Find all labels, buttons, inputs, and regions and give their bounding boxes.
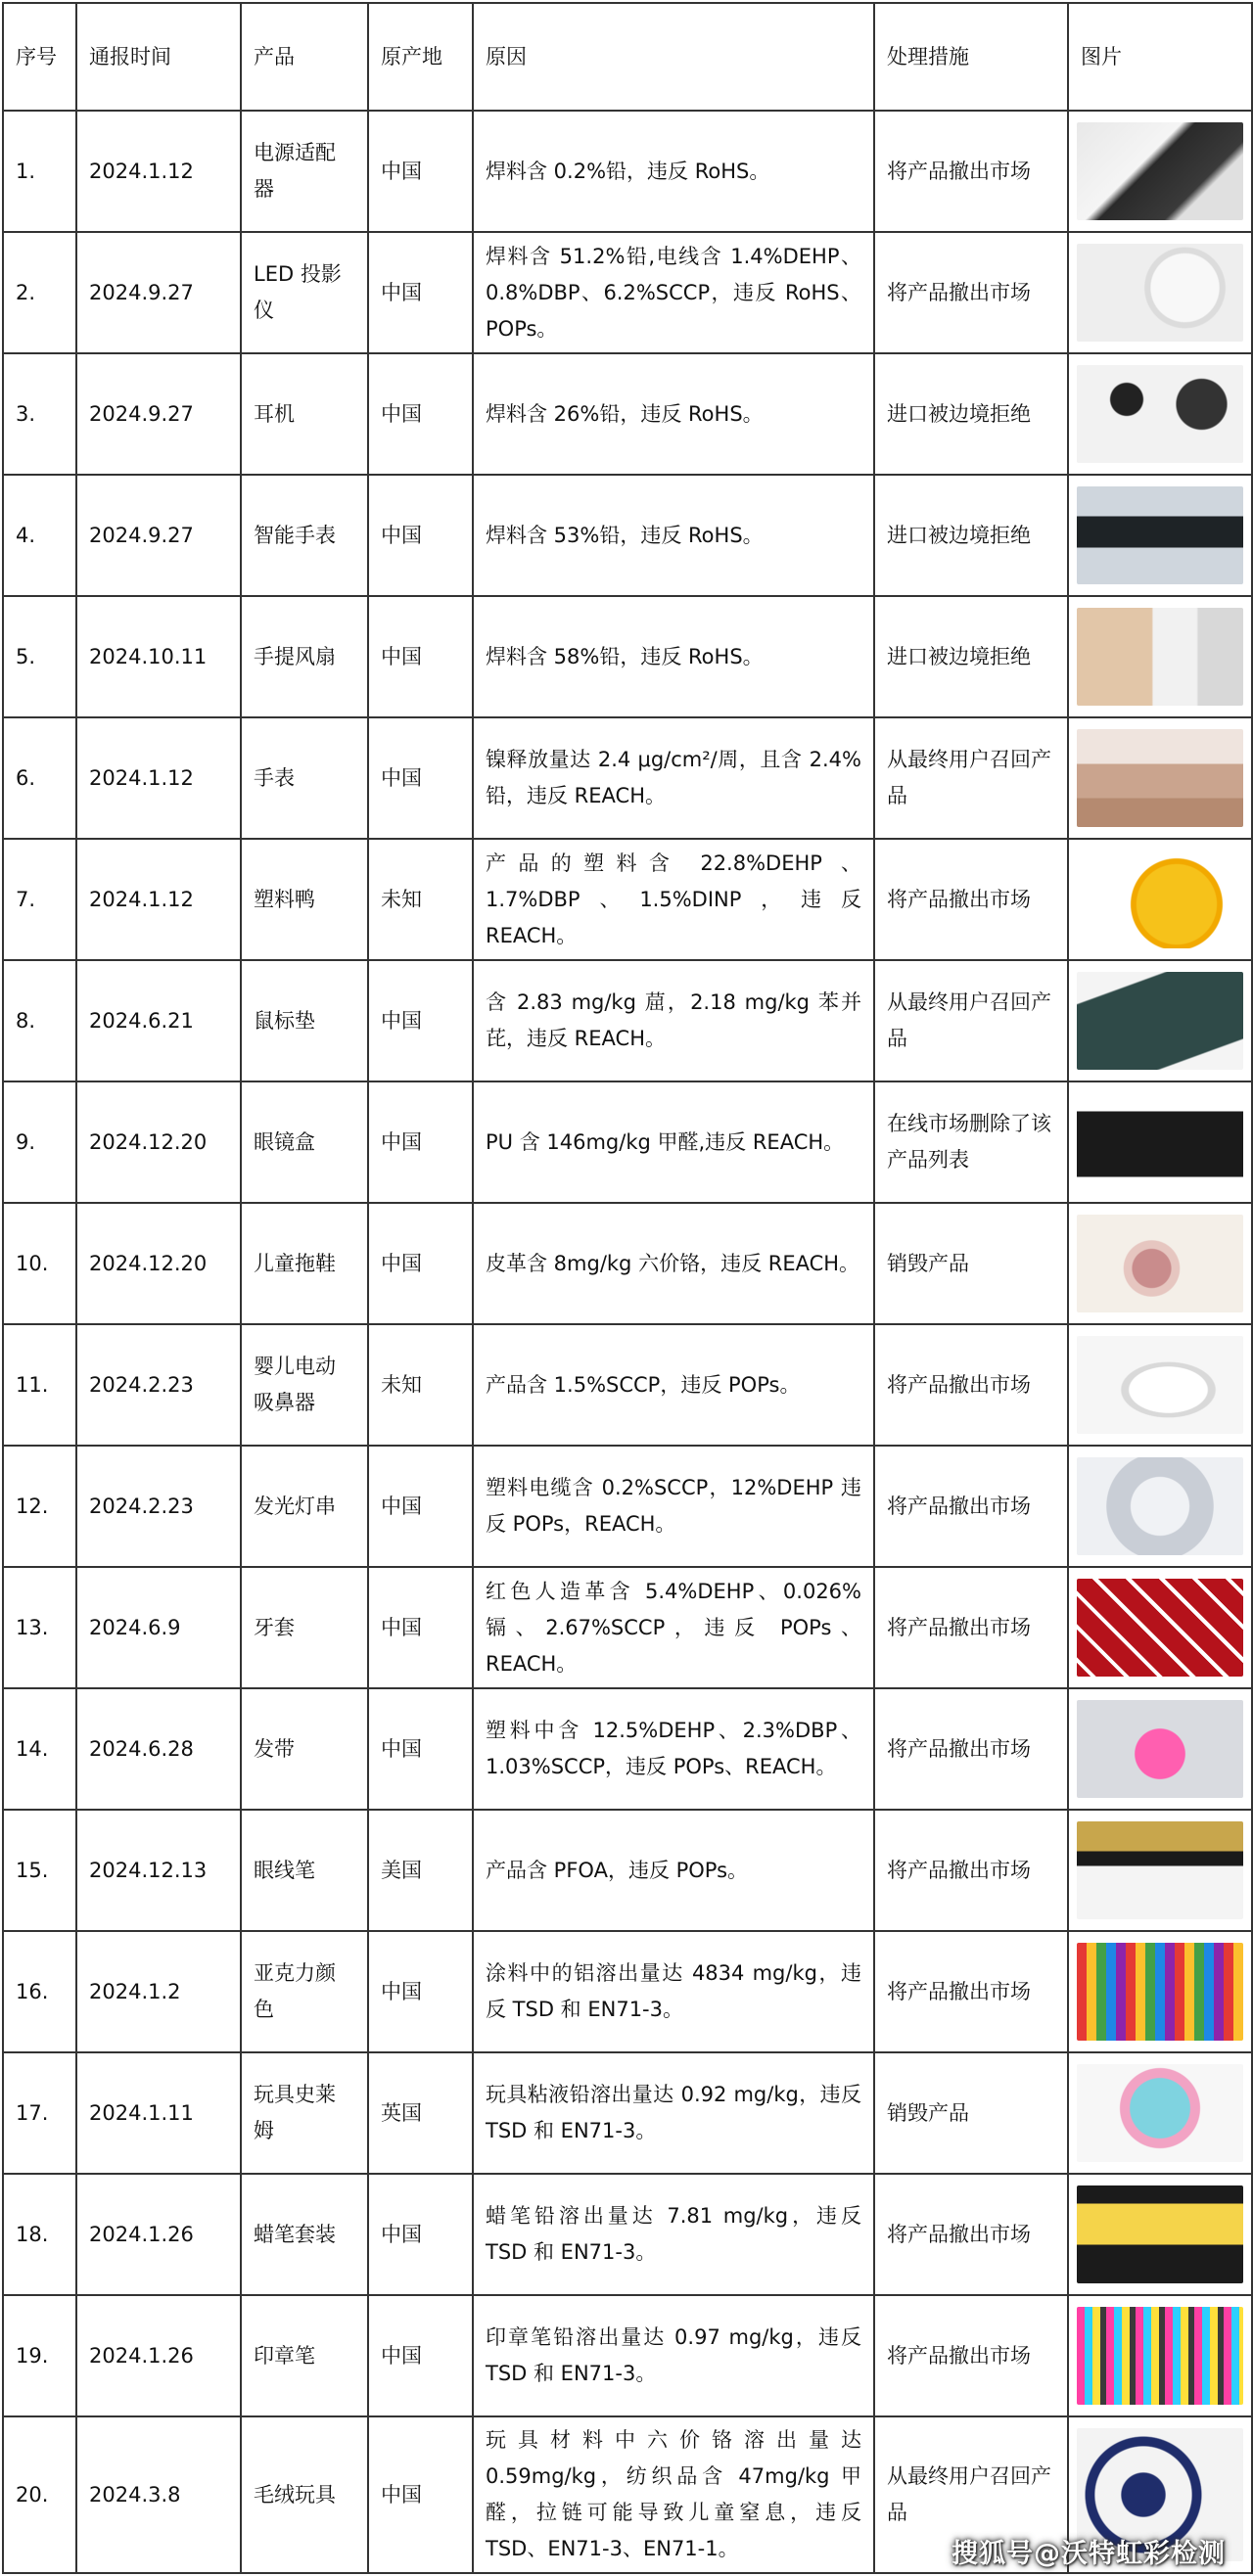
cell-reason: 焊料含 58%铅，违反 RoHS。	[473, 596, 874, 717]
cell-reason: 产品含 1.5%SCCP，违反 POPs。	[473, 1324, 874, 1446]
cell-origin: 中国	[368, 353, 473, 475]
table-row	[3, 596, 1252, 717]
cell-origin: 中国	[368, 2416, 473, 2573]
cell-reason: 皮革含 8mg/kg 六价铬，违反 REACH。	[473, 1203, 874, 1324]
table-row	[3, 2052, 1252, 2174]
cell-product: 牙套	[241, 1567, 368, 1688]
cell-origin: 中国	[368, 475, 473, 596]
cell-no: 10.	[3, 1203, 76, 1324]
cell-image	[1068, 2174, 1252, 2295]
cell-date: 2024.12.20	[76, 1081, 241, 1203]
cell-measure: 在线市场删除了该产品列表	[874, 1081, 1068, 1203]
cell-product: 毛绒玩具	[241, 2416, 368, 2573]
cell-measure: 将产品撤出市场	[874, 1567, 1068, 1688]
cell-origin: 中国	[368, 111, 473, 232]
cell-product: 印章笔	[241, 2295, 368, 2416]
cell-measure: 销毁产品	[874, 1203, 1068, 1324]
table-row	[3, 1324, 1252, 1446]
header-no: 序号	[3, 3, 76, 111]
cell-image	[1068, 596, 1252, 717]
cell-product: 婴儿电动吸鼻器	[241, 1324, 368, 1446]
cell-image	[1068, 1081, 1252, 1203]
cell-measure: 从最终用户召回产品	[874, 717, 1068, 839]
cell-image	[1068, 353, 1252, 475]
handheld-fan-photo	[1077, 608, 1243, 706]
cell-date: 2024.3.8	[76, 2416, 241, 2573]
cell-image	[1068, 1203, 1252, 1324]
watermark: 搜狐号@沃特虹彩检测	[951, 2539, 1226, 2569]
cell-origin: 未知	[368, 839, 473, 960]
toy-slime-photo	[1077, 2064, 1243, 2162]
cell-no: 1.	[3, 111, 76, 232]
cell-date: 2024.1.12	[76, 717, 241, 839]
cell-measure: 将产品撤出市场	[874, 1810, 1068, 1931]
cell-no: 11.	[3, 1324, 76, 1446]
cell-measure: 进口被边境拒绝	[874, 353, 1068, 475]
cell-measure: 进口被边境拒绝	[874, 596, 1068, 717]
cell-date: 2024.6.28	[76, 1688, 241, 1810]
cell-measure: 将产品撤出市场	[874, 1446, 1068, 1567]
cell-image	[1068, 2052, 1252, 2174]
eyeliner-photo	[1077, 1821, 1243, 1919]
cell-no: 14.	[3, 1688, 76, 1810]
cell-no: 13.	[3, 1567, 76, 1688]
cell-no: 16.	[3, 1931, 76, 2052]
mouse-pad-photo	[1077, 972, 1243, 1070]
cell-measure: 将产品撤出市场	[874, 1688, 1068, 1810]
cell-product: 塑料鸭	[241, 839, 368, 960]
table-row	[3, 111, 1252, 232]
cell-reason: 印章笔铅溶出量达 0.97 mg/kg，违反 TSD 和 EN71-3。	[473, 2295, 874, 2416]
header-reason: 原因	[473, 3, 874, 111]
cell-measure: 将产品撤出市场	[874, 2174, 1068, 2295]
crayon-set-photo	[1077, 2185, 1243, 2283]
cell-product: LED 投影仪	[241, 232, 368, 353]
teeth-guard-photo	[1077, 1579, 1243, 1677]
acrylic-paint-photo	[1077, 1943, 1243, 2041]
table-row	[3, 1567, 1252, 1688]
cell-image	[1068, 839, 1252, 960]
cell-measure: 将产品撤出市场	[874, 232, 1068, 353]
table-row	[3, 1810, 1252, 1931]
cell-no: 3.	[3, 353, 76, 475]
cell-reason: 涂料中的铝溶出量达 4834 mg/kg，违反 TSD 和 EN71-3。	[473, 1931, 874, 2052]
watch-photo	[1077, 729, 1243, 827]
cell-reason: 塑料中含 12.5%DEHP、2.3%DBP、1.03%SCCP，违反 POPs、REACH。	[473, 1688, 874, 1810]
table-row	[3, 839, 1252, 960]
cell-date: 2024.12.20	[76, 1203, 241, 1324]
cell-no: 5.	[3, 596, 76, 717]
cell-no: 8.	[3, 960, 76, 1081]
cell-no: 18.	[3, 2174, 76, 2295]
cell-date: 2024.9.27	[76, 232, 241, 353]
cell-image	[1068, 232, 1252, 353]
cell-image	[1068, 717, 1252, 839]
cell-image	[1068, 475, 1252, 596]
cell-origin: 中国	[368, 2174, 473, 2295]
cell-product: 玩具史莱姆	[241, 2052, 368, 2174]
table-row	[3, 2295, 1252, 2416]
cell-image	[1068, 1688, 1252, 1810]
cell-reason: 玩具材料中六价铬溶出量达 0.59mg/kg，纺织品含 47mg/kg 甲醛，拉链可能导致儿童窒息，违反 TSD、EN71-3、EN71-1。	[473, 2416, 874, 2573]
cell-no: 12.	[3, 1446, 76, 1567]
header-origin: 原产地	[368, 3, 473, 111]
light-string-photo	[1077, 1457, 1243, 1555]
cell-image	[1068, 1324, 1252, 1446]
cell-product: 电源适配器	[241, 111, 368, 232]
cell-date: 2024.12.13	[76, 1810, 241, 1931]
cell-product: 亚克力颜色	[241, 1931, 368, 2052]
table-row	[3, 1081, 1252, 1203]
cell-origin: 英国	[368, 2052, 473, 2174]
cell-reason: 蜡笔铅溶出量达 7.81 mg/kg，违反 TSD 和 EN71-3。	[473, 2174, 874, 2295]
cell-image	[1068, 1931, 1252, 2052]
cell-measure: 将产品撤出市场	[874, 111, 1068, 232]
cell-measure: 将产品撤出市场	[874, 1931, 1068, 2052]
cell-no: 9.	[3, 1081, 76, 1203]
cell-date: 2024.2.23	[76, 1446, 241, 1567]
cell-origin: 中国	[368, 1931, 473, 2052]
cell-date: 2024.10.11	[76, 596, 241, 717]
cell-image	[1068, 1810, 1252, 1931]
table-row	[3, 475, 1252, 596]
table-row	[3, 1688, 1252, 1810]
cell-image	[1068, 960, 1252, 1081]
cell-image	[1068, 2295, 1252, 2416]
cell-origin: 中国	[368, 596, 473, 717]
cell-date: 2024.2.23	[76, 1324, 241, 1446]
cell-measure: 将产品撤出市场	[874, 2295, 1068, 2416]
cell-origin: 中国	[368, 232, 473, 353]
cell-measure: 将产品撤出市场	[874, 1324, 1068, 1446]
cell-product: 鼠标垫	[241, 960, 368, 1081]
cell-reason: 红色人造革含 5.4%DEHP、0.026%镉、2.67%SCCP，违反 POPs、REACH。	[473, 1567, 874, 1688]
cell-date: 2024.1.12	[76, 111, 241, 232]
cell-no: 17.	[3, 2052, 76, 2174]
cell-reason: 镍释放量达 2.4 μg/cm²/周，且含 2.4%铅，违反 REACH。	[473, 717, 874, 839]
child-slippers-photo	[1077, 1215, 1243, 1312]
cell-product: 发光灯串	[241, 1446, 368, 1567]
cell-origin: 未知	[368, 1324, 473, 1446]
cell-date: 2024.1.12	[76, 839, 241, 960]
cell-date: 2024.6.9	[76, 1567, 241, 1688]
cell-measure: 进口被边境拒绝	[874, 475, 1068, 596]
table-header-row	[3, 3, 1252, 111]
cell-product: 蜡笔套装	[241, 2174, 368, 2295]
plastic-duck-photo	[1077, 851, 1243, 948]
cell-reason: 产品的塑料含 22.8%DEHP 、1.7%DBP、1.5%DINP，违反 REACH。	[473, 839, 874, 960]
cell-reason: 焊料含 51.2%铅,电线含 1.4%DEHP、0.8%DBP、6.2%SCCP，违反 RoHS、POPs。	[473, 232, 874, 353]
cell-reason: 焊料含 26%铅，违反 RoHS。	[473, 353, 874, 475]
cell-origin: 中国	[368, 960, 473, 1081]
smartwatch-photo	[1077, 486, 1243, 584]
cell-reason: 玩具粘液铅溶出量达 0.92 mg/kg，违反 TSD 和 EN71-3。	[473, 2052, 874, 2174]
cell-origin: 中国	[368, 1446, 473, 1567]
cell-no: 20.	[3, 2416, 76, 2573]
cell-origin: 中国	[368, 1567, 473, 1688]
nasal-aspirator-photo	[1077, 1336, 1243, 1434]
power-adapter-photo	[1077, 122, 1243, 220]
cell-image	[1068, 1567, 1252, 1688]
table-row	[3, 353, 1252, 475]
cell-reason: 焊料含 0.2%铅，违反 RoHS。	[473, 111, 874, 232]
cell-product: 智能手表	[241, 475, 368, 596]
cell-product: 眼线笔	[241, 1810, 368, 1931]
cell-no: 2.	[3, 232, 76, 353]
led-projector-photo	[1077, 244, 1243, 342]
cell-no: 15.	[3, 1810, 76, 1931]
table-row	[3, 717, 1252, 839]
cell-measure: 从最终用户召回产品	[874, 960, 1068, 1081]
cell-date: 2024.1.26	[76, 2174, 241, 2295]
cell-reason: 焊料含 53%铅，违反 RoHS。	[473, 475, 874, 596]
cell-no: 6.	[3, 717, 76, 839]
cell-image	[1068, 1446, 1252, 1567]
cell-reason: PU 含 146mg/kg 甲醛,违反 REACH。	[473, 1081, 874, 1203]
cell-origin: 中国	[368, 1203, 473, 1324]
cell-origin: 美国	[368, 1810, 473, 1931]
cell-date: 2024.9.27	[76, 353, 241, 475]
table-row	[3, 1931, 1252, 2052]
cell-product: 手表	[241, 717, 368, 839]
cell-reason: 产品含 PFOA，违反 POPs。	[473, 1810, 874, 1931]
cell-no: 4.	[3, 475, 76, 596]
cell-origin: 中国	[368, 2295, 473, 2416]
recall-table	[2, 2, 1253, 2574]
cell-measure: 销毁产品	[874, 2052, 1068, 2174]
table-row	[3, 960, 1252, 1081]
cell-measure: 将产品撤出市场	[874, 839, 1068, 960]
cell-product: 儿童拖鞋	[241, 1203, 368, 1324]
table-row	[3, 232, 1252, 353]
cell-product: 发带	[241, 1688, 368, 1810]
cell-product: 眼镜盒	[241, 1081, 368, 1203]
cell-product: 耳机	[241, 353, 368, 475]
table-row	[3, 1446, 1252, 1567]
table-row	[3, 2174, 1252, 2295]
header-image: 图片	[1068, 3, 1252, 111]
cell-no: 7.	[3, 839, 76, 960]
cell-date: 2024.1.2	[76, 1931, 241, 2052]
headband-photo	[1077, 1700, 1243, 1798]
cell-measure: 从最终用户召回产品	[874, 2416, 1068, 2573]
header-measure: 处理措施	[874, 3, 1068, 111]
cell-origin: 中国	[368, 1081, 473, 1203]
cell-date: 2024.6.21	[76, 960, 241, 1081]
table-row	[3, 1203, 1252, 1324]
cell-date: 2024.9.27	[76, 475, 241, 596]
cell-origin: 中国	[368, 1688, 473, 1810]
cell-no: 19.	[3, 2295, 76, 2416]
cell-date: 2024.1.11	[76, 2052, 241, 2174]
stamp-pen-photo	[1077, 2307, 1243, 2405]
header-date: 通报时间	[76, 3, 241, 111]
glasses-case-photo	[1077, 1093, 1243, 1191]
cell-reason: 塑料电缆含 0.2%SCCP，12%DEHP 违反 POPs，REACH。	[473, 1446, 874, 1567]
cell-product: 手提风扇	[241, 596, 368, 717]
earphones-photo	[1077, 365, 1243, 463]
cell-image	[1068, 111, 1252, 232]
header-product: 产品	[241, 3, 368, 111]
cell-origin: 中国	[368, 717, 473, 839]
cell-reason: 含 2.83 mg/kg 䓛，2.18 mg/kg 苯并芘，违反 REACH。	[473, 960, 874, 1081]
cell-date: 2024.1.26	[76, 2295, 241, 2416]
